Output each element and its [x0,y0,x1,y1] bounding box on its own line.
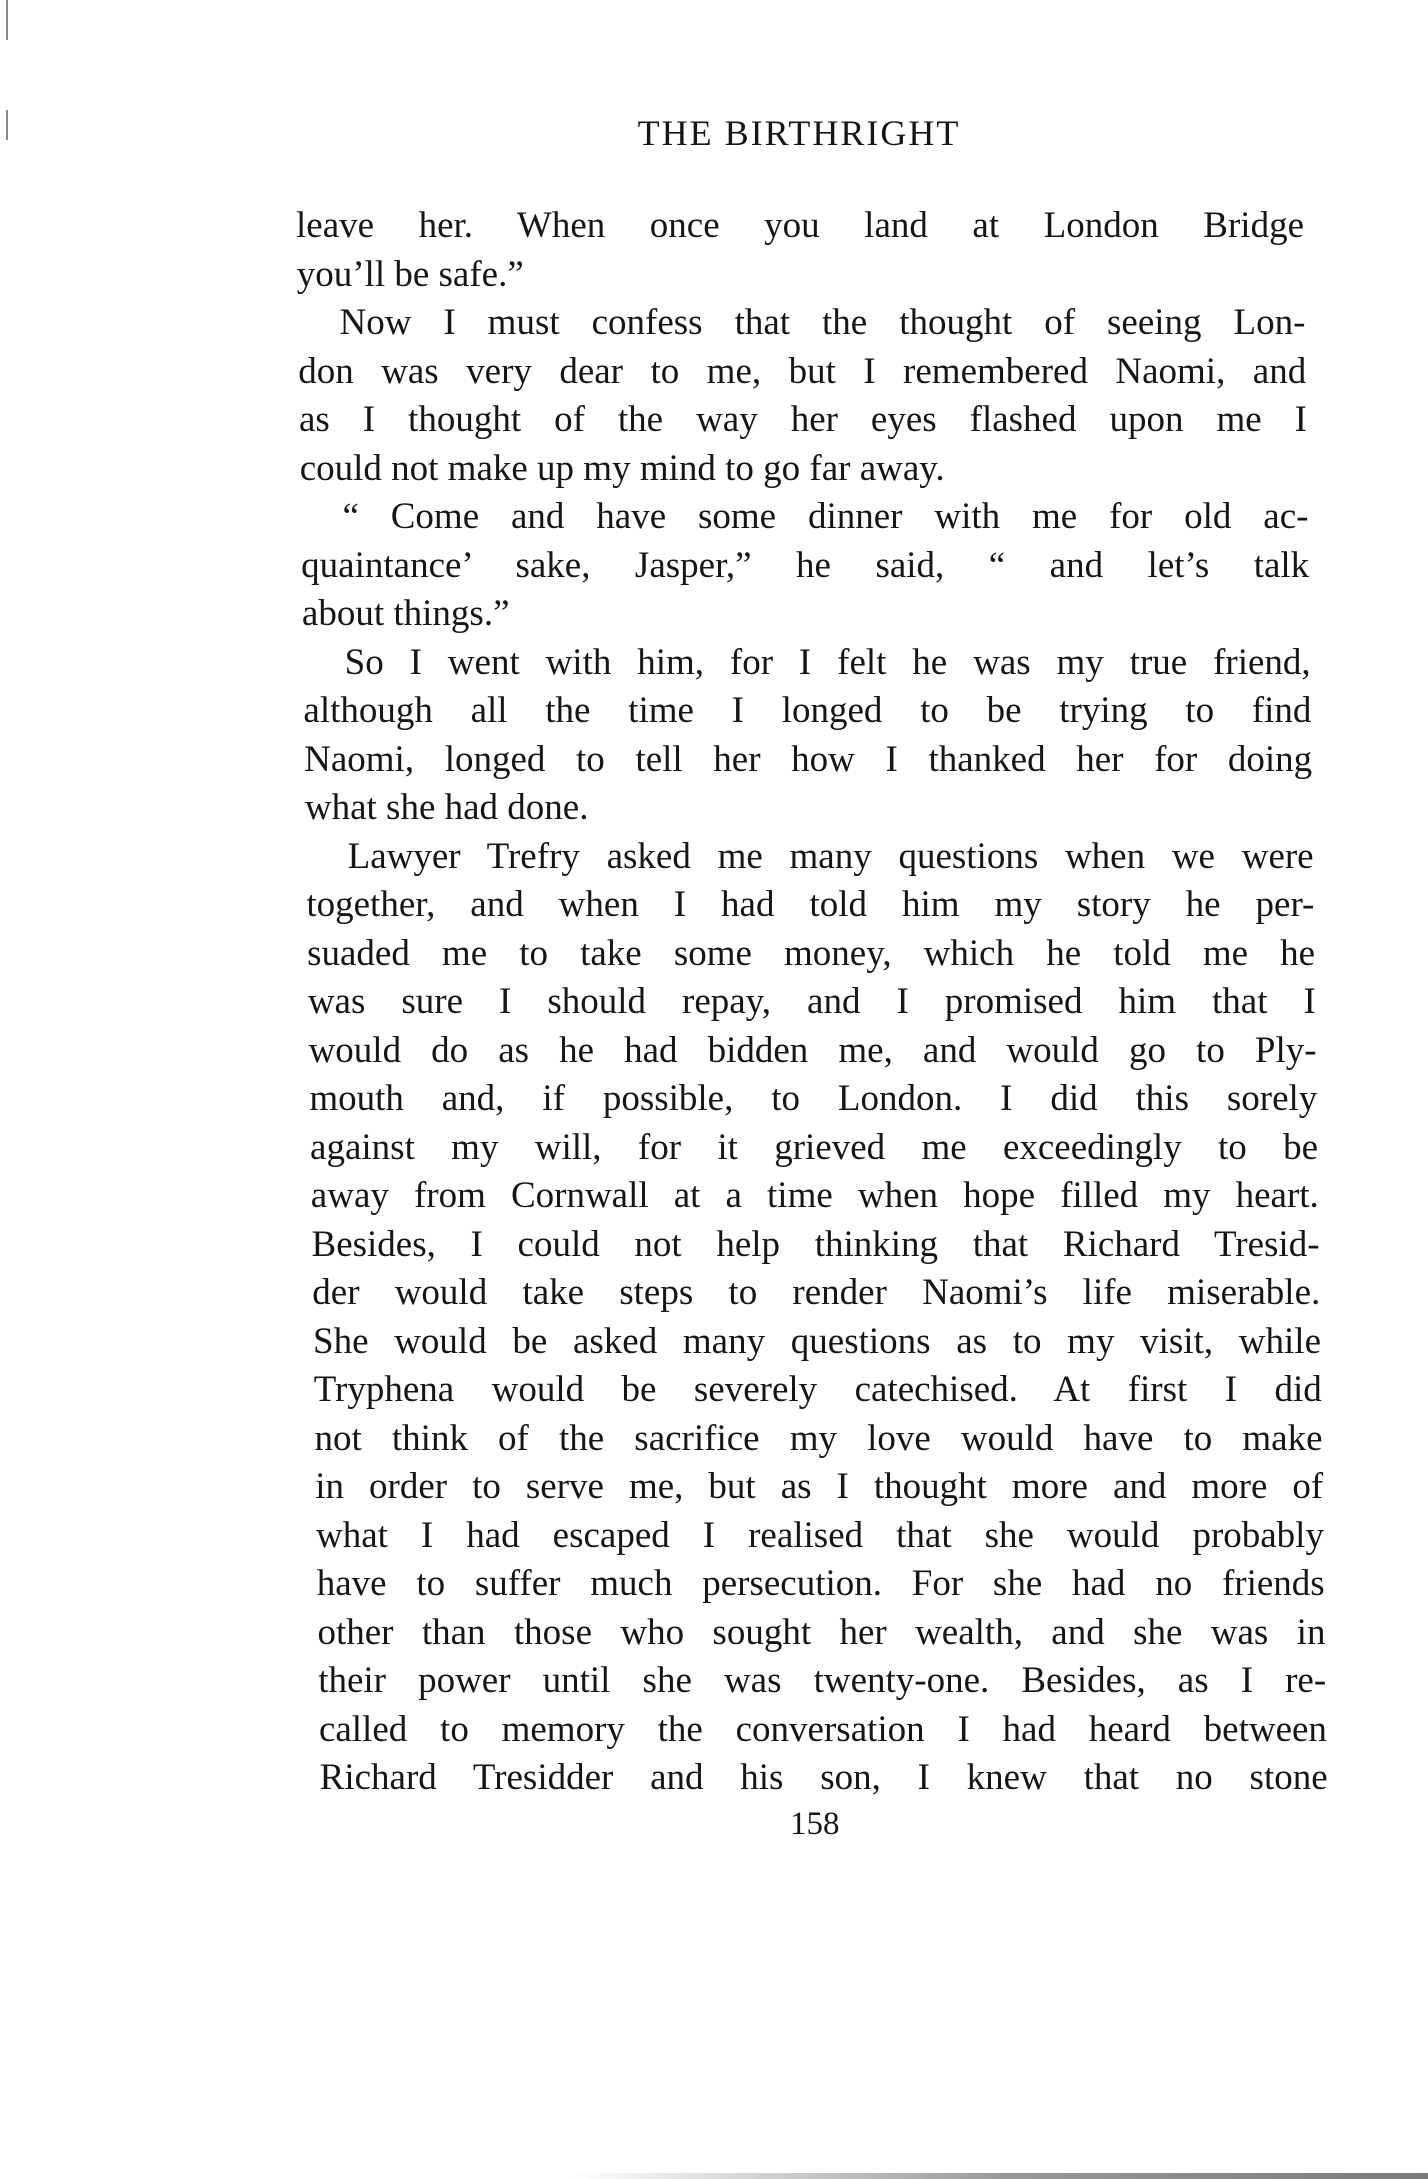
text-line: although all the time I longed to be trying to find [303,690,1312,731]
text-line: not think of the sacrifice my love would have to make [314,1417,1323,1459]
text-line: Richard Tresidder and his son, I knew that no stone [319,1757,1328,1798]
text-line: der would take steps to render Naomi’s life miserable. [312,1272,1321,1313]
text-line: would do as he had bidden me, and would go to Ply- [308,1029,1317,1071]
text-line: what I had escaped I realised that she would probably [315,1514,1324,1556]
text-line: Lawyer Trefry asked me many questions when we were [347,835,1314,877]
text-line: have to suffer much persecution. For she had no friends [316,1563,1325,1604]
text-line: Tryphena would be severely catechised. At first I did [313,1369,1322,1410]
text-line: She would be asked many questions as to my visit, while [313,1320,1322,1362]
text-line: suaded me to take some money, which he told me he [307,932,1316,974]
text-line: other than those who sought her wealth, and she was in [317,1611,1326,1653]
text-line: against my will, for it grieved me exceedingly to be [310,1126,1319,1168]
scan-edge-mark [6,0,8,40]
text-line: as I thought of the way her eyes flashed upon me I [298,399,1307,440]
page-number: 158 [790,1806,840,1842]
text-line: Naomi, longed to tell her how I thanked her for doing [304,738,1313,780]
text-line: in order to serve me, but as I thought more and more of [315,1466,1324,1507]
text-line: their power until she was twenty-one. Besides, as I re- [318,1660,1327,1701]
text-line: quaintance’ sake, Jasper,” he said, “ and let’s talk [301,544,1310,586]
text-line: could not make up my mind to go far away. [299,447,945,489]
text-line: was sure I should repay, and I promised him that I [307,981,1316,1022]
text-line: what she had done. [304,787,589,828]
text-line: Now I must confess that the thought of seeing Lon- [339,302,1306,343]
text-line: So I went with him, for I felt he was my true friend, [344,641,1311,683]
text-line: you’ll be safe.” [296,253,524,295]
text-line: mouth and, if possible, to London. I did this sorely [309,1078,1318,1119]
text-line: “ Come and have some dinner with me for old ac- [342,496,1309,537]
text-line: about things.” [301,593,510,634]
running-title: THE BIRTHRIGHT [637,113,961,153]
text-line: away from Cornwall at a time when hope filled my heart. [310,1175,1319,1216]
scan-bottom-edge [0,2173,1428,2179]
text-line: don was very dear to me, but I remembered Naomi, and [298,350,1307,392]
text-line: together, and when I had told him my story he per- [306,884,1315,925]
text-line: leave her. When once you land at London Bridge [296,205,1304,246]
text-line: called to memory the conversation I had heard between [318,1708,1327,1750]
text-line: Besides, I could not help thinking that Richard Tresid- [311,1223,1320,1265]
